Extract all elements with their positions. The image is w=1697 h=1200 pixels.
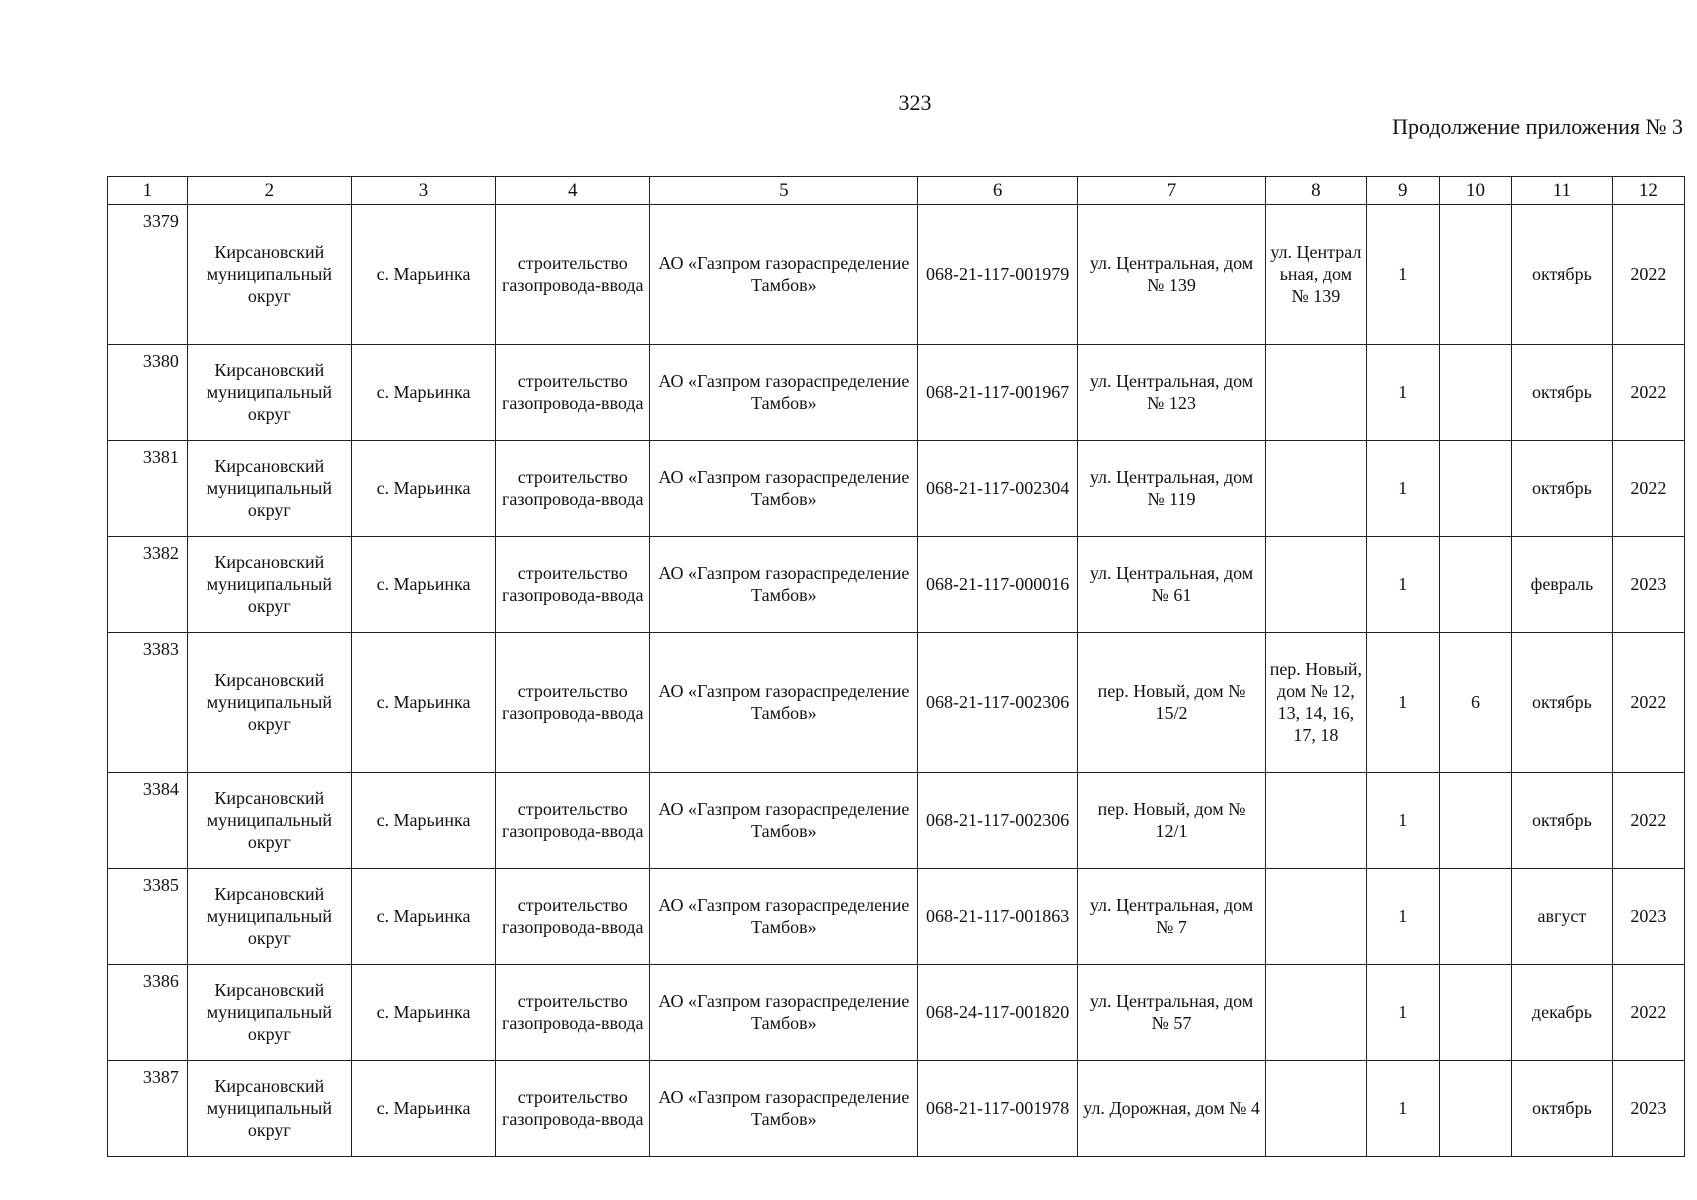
district-cell: Кирсановский муниципальный округ xyxy=(187,1061,351,1157)
row-number: 3381 xyxy=(108,441,188,537)
year-cell: 2022 xyxy=(1612,965,1684,1061)
column-header: 3 xyxy=(351,177,495,205)
work-type-cell: строительство газопровода-ввода xyxy=(496,869,650,965)
work-type-cell: строительство газопровода-ввода xyxy=(496,537,650,633)
column-header: 10 xyxy=(1439,177,1511,205)
month-cell: октябрь xyxy=(1512,773,1613,869)
row-number: 3382 xyxy=(108,537,188,633)
year-cell: 2023 xyxy=(1612,537,1684,633)
row-number: 3384 xyxy=(108,773,188,869)
column-header: 6 xyxy=(918,177,1078,205)
row-number: 3387 xyxy=(108,1061,188,1157)
col10-cell xyxy=(1439,537,1511,633)
district-cell: Кирсановский муниципальный округ xyxy=(187,965,351,1061)
address-cell: ул. Центральная, дом № 139 xyxy=(1077,205,1265,345)
column-header: 8 xyxy=(1266,177,1367,205)
organization-cell: АО «Газпром газораспределение Тамбов» xyxy=(650,773,918,869)
organization-cell: АО «Газпром газораспределение Тамбов» xyxy=(650,633,918,773)
column-header: 2 xyxy=(187,177,351,205)
year-cell: 2022 xyxy=(1612,633,1684,773)
row-number: 3379 xyxy=(108,205,188,345)
column-header: 4 xyxy=(496,177,650,205)
column-header: 5 xyxy=(650,177,918,205)
work-type-cell: строительство газопровода-ввода xyxy=(496,773,650,869)
settlement-cell: с. Марьинка xyxy=(351,537,495,633)
month-cell: декабрь xyxy=(1512,965,1613,1061)
district-cell: Кирсановский муниципальный округ xyxy=(187,345,351,441)
col10-cell xyxy=(1439,869,1511,965)
col8-cell: ул. Централ ьная, дом № 139 xyxy=(1266,205,1367,345)
work-type-cell: строительство газопровода-ввода xyxy=(496,1061,650,1157)
settlement-cell: с. Марьинка xyxy=(351,773,495,869)
col9-cell: 1 xyxy=(1366,965,1439,1061)
row-number: 3386 xyxy=(108,965,188,1061)
col8-cell xyxy=(1266,1061,1367,1157)
col9-cell: 1 xyxy=(1366,773,1439,869)
month-cell: октябрь xyxy=(1512,1061,1613,1157)
table-row xyxy=(108,633,1685,773)
table-row xyxy=(108,441,1685,537)
col10-cell xyxy=(1439,441,1511,537)
year-cell: 2022 xyxy=(1612,773,1684,869)
table-row xyxy=(108,869,1685,965)
col9-cell: 1 xyxy=(1366,441,1439,537)
year-cell: 2022 xyxy=(1612,345,1684,441)
column-header: 1 xyxy=(108,177,188,205)
month-cell: август xyxy=(1512,869,1613,965)
col8-cell xyxy=(1266,441,1367,537)
organization-cell: АО «Газпром газораспределение Тамбов» xyxy=(650,965,918,1061)
row-number: 3385 xyxy=(108,869,188,965)
address-cell: ул. Дорожная, дом № 4 xyxy=(1077,1061,1265,1157)
col8-cell xyxy=(1266,869,1367,965)
organization-cell: АО «Газпром газораспределение Тамбов» xyxy=(650,441,918,537)
year-cell: 2022 xyxy=(1612,205,1684,345)
address-cell: ул. Центральная, дом № 7 xyxy=(1077,869,1265,965)
data-table xyxy=(107,176,1685,1157)
district-cell: Кирсановский муниципальный округ xyxy=(187,537,351,633)
col9-cell: 1 xyxy=(1366,537,1439,633)
col10-cell xyxy=(1439,965,1511,1061)
col8-cell: пер. Новый, дом № 12, 13, 14, 16, 17, 18 xyxy=(1266,633,1367,773)
settlement-cell: с. Марьинка xyxy=(351,205,495,345)
organization-cell: АО «Газпром газораспределение Тамбов» xyxy=(650,345,918,441)
row-number: 3380 xyxy=(108,345,188,441)
col10-cell xyxy=(1439,205,1511,345)
organization-cell: АО «Газпром газораспределение Тамбов» xyxy=(650,537,918,633)
col8-cell xyxy=(1266,773,1367,869)
table-row xyxy=(108,537,1685,633)
year-cell: 2022 xyxy=(1612,441,1684,537)
organization-cell: АО «Газпром газораспределение Тамбов» xyxy=(650,205,918,345)
col10-cell xyxy=(1439,345,1511,441)
appendix-continuation-note: Продолжение приложения № 3 xyxy=(1392,114,1683,139)
header-row xyxy=(108,177,1685,205)
code-cell: 068-21-117-001979 xyxy=(918,205,1078,345)
month-cell: октябрь xyxy=(1512,205,1613,345)
address-cell: пер. Новый, дом № 12/1 xyxy=(1077,773,1265,869)
column-header: 11 xyxy=(1512,177,1613,205)
district-cell: Кирсановский муниципальный округ xyxy=(187,205,351,345)
col9-cell: 1 xyxy=(1366,1061,1439,1157)
table-row xyxy=(108,205,1685,345)
column-header: 12 xyxy=(1612,177,1684,205)
work-type-cell: строительство газопровода-ввода xyxy=(496,441,650,537)
month-cell: октябрь xyxy=(1512,441,1613,537)
month-cell: октябрь xyxy=(1512,633,1613,773)
settlement-cell: с. Марьинка xyxy=(351,633,495,773)
district-cell: Кирсановский муниципальный округ xyxy=(187,869,351,965)
table-row xyxy=(108,1061,1685,1157)
district-cell: Кирсановский муниципальный округ xyxy=(187,773,351,869)
settlement-cell: с. Марьинка xyxy=(351,869,495,965)
table-row xyxy=(108,773,1685,869)
address-cell: ул. Центральная, дом № 61 xyxy=(1077,537,1265,633)
settlement-cell: с. Марьинка xyxy=(351,1061,495,1157)
code-cell: 068-21-117-001967 xyxy=(918,345,1078,441)
address-cell: пер. Новый, дом № 15/2 xyxy=(1077,633,1265,773)
code-cell: 068-21-117-001978 xyxy=(918,1061,1078,1157)
col9-cell: 1 xyxy=(1366,633,1439,773)
work-type-cell: строительство газопровода-ввода xyxy=(496,633,650,773)
code-cell: 068-21-117-002306 xyxy=(918,633,1078,773)
address-cell: ул. Центральная, дом № 123 xyxy=(1077,345,1265,441)
month-cell: октябрь xyxy=(1512,345,1613,441)
organization-cell: АО «Газпром газораспределение Тамбов» xyxy=(650,869,918,965)
col9-cell: 1 xyxy=(1366,345,1439,441)
column-header: 9 xyxy=(1366,177,1439,205)
column-header: 7 xyxy=(1077,177,1265,205)
code-cell: 068-21-117-001863 xyxy=(918,869,1078,965)
row-number: 3383 xyxy=(108,633,188,773)
month-cell: февраль xyxy=(1512,537,1613,633)
col8-cell xyxy=(1266,965,1367,1061)
col9-cell: 1 xyxy=(1366,205,1439,345)
code-cell: 068-24-117-001820 xyxy=(918,965,1078,1061)
work-type-cell: строительство газопровода-ввода xyxy=(496,345,650,441)
settlement-cell: с. Марьинка xyxy=(351,441,495,537)
settlement-cell: с. Марьинка xyxy=(351,965,495,1061)
col10-cell xyxy=(1439,773,1511,869)
year-cell: 2023 xyxy=(1612,1061,1684,1157)
code-cell: 068-21-117-002306 xyxy=(918,773,1078,869)
col8-cell xyxy=(1266,345,1367,441)
organization-cell: АО «Газпром газораспределение Тамбов» xyxy=(650,1061,918,1157)
col10-cell: 6 xyxy=(1439,633,1511,773)
district-cell: Кирсановский муниципальный округ xyxy=(187,633,351,773)
col9-cell: 1 xyxy=(1366,869,1439,965)
address-cell: ул. Центральная, дом № 57 xyxy=(1077,965,1265,1061)
table-row xyxy=(108,345,1685,441)
col10-cell xyxy=(1439,1061,1511,1157)
district-cell: Кирсановский муниципальный округ xyxy=(187,441,351,537)
code-cell: 068-21-117-002304 xyxy=(918,441,1078,537)
table-row xyxy=(108,965,1685,1061)
col8-cell xyxy=(1266,537,1367,633)
code-cell: 068-21-117-000016 xyxy=(918,537,1078,633)
work-type-cell: строительство газопровода-ввода xyxy=(496,965,650,1061)
page-number: 323 xyxy=(898,90,932,115)
year-cell: 2023 xyxy=(1612,869,1684,965)
work-type-cell: строительство газопровода-ввода xyxy=(496,205,650,345)
settlement-cell: с. Марьинка xyxy=(351,345,495,441)
address-cell: ул. Центральная, дом № 119 xyxy=(1077,441,1265,537)
